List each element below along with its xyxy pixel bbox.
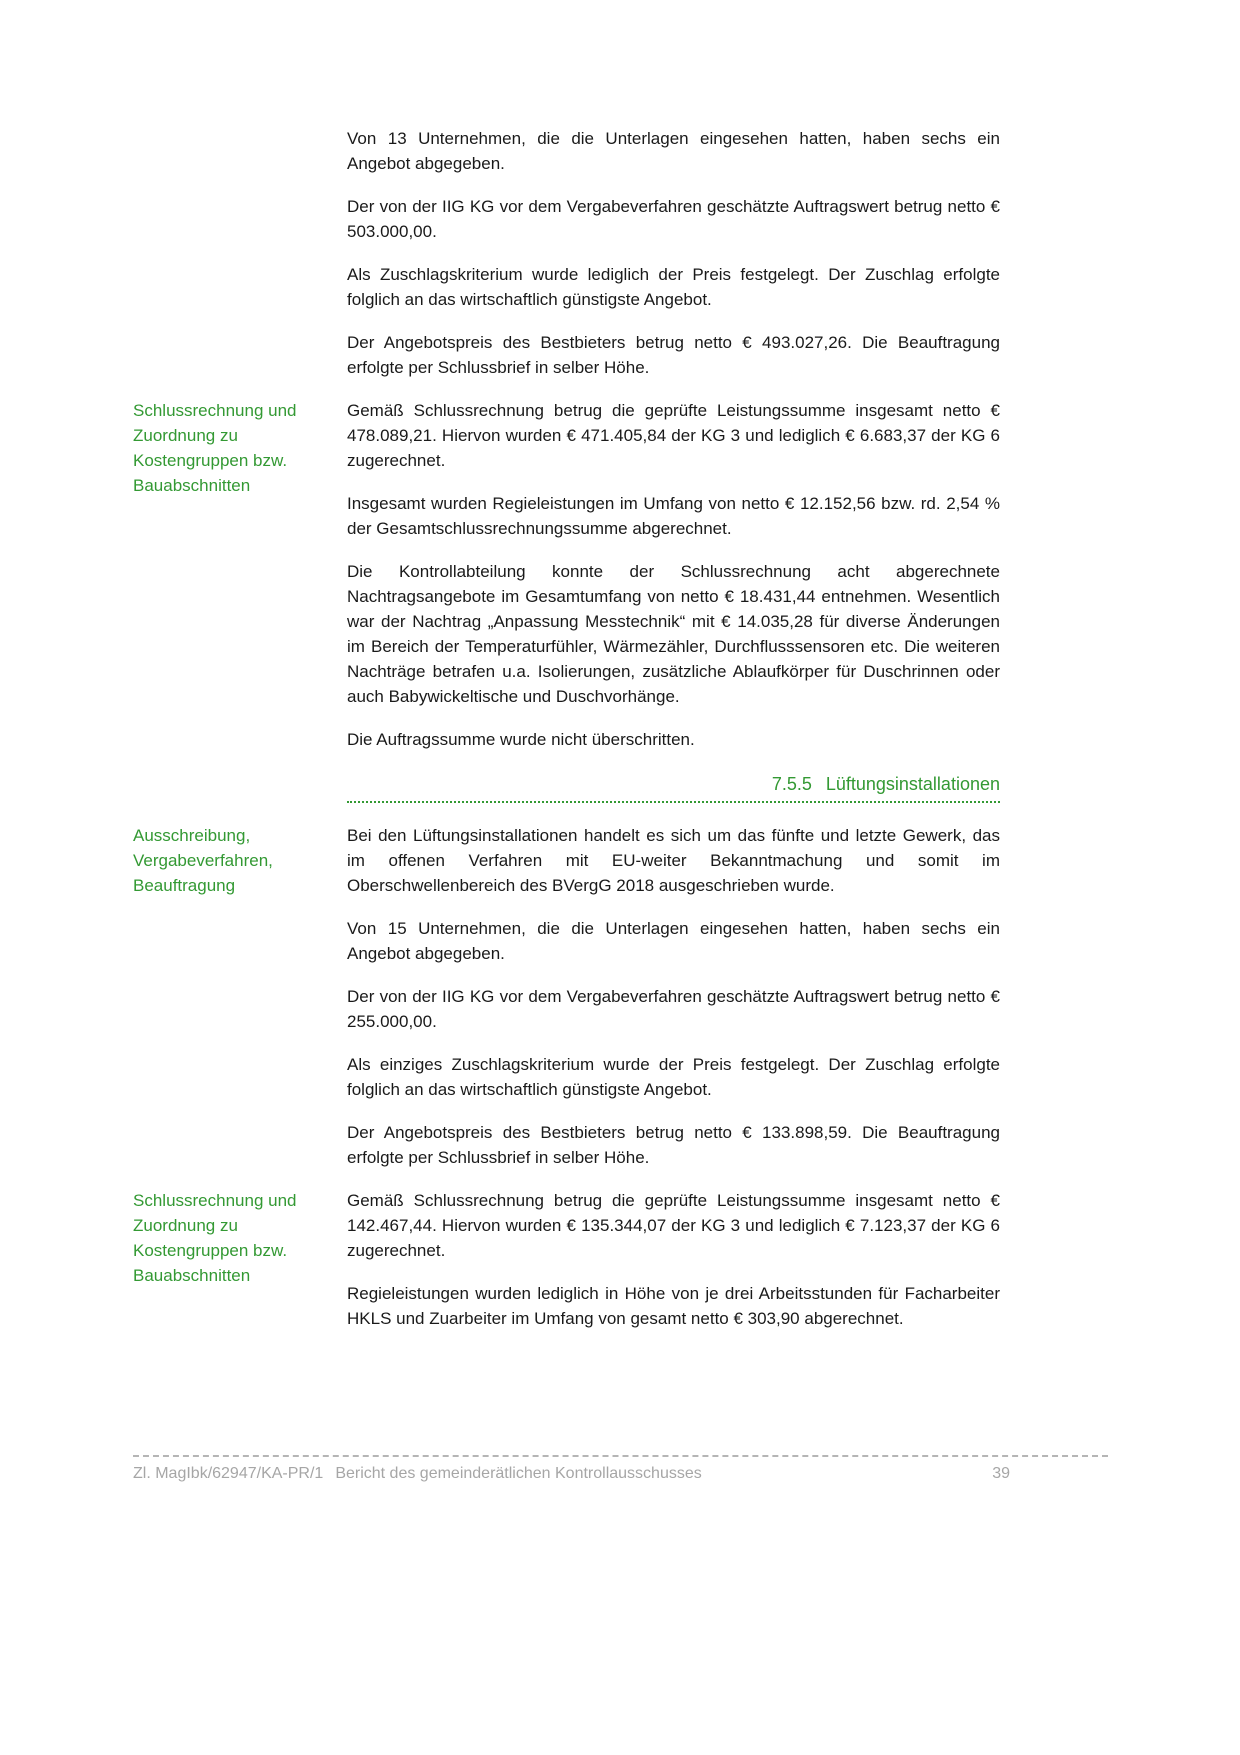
heading-block [133,770,1240,823]
paragraph: Der von der IIG KG vor dem Vergabeverfahren geschätzte Auftragswert betrug netto € 255.000,00. [347,987,1000,1031]
content-block [133,823,1240,1188]
section-number: 7.5.5 [771,774,812,794]
paragraph: Als Zuschlagskriterium wurde lediglich der Preis festgelegt. Der Zuschlag erfolgte folglich an das wirtschaftlich günstigste Angebot. [347,265,1000,309]
text-column [347,770,1000,823]
page-footer [133,1455,1108,1484]
footer-row [133,1464,1010,1484]
section-heading [347,772,1000,803]
section-title: Lüftungsinstallationen [825,774,1000,794]
paragraph: Der von der IIG KG vor dem Vergabeverfahren geschätzte Auftragswert betrug netto € 503.000,00. [347,197,1000,241]
footer-reference: Zl. MagIbk/62947/KA-PR/1 [133,1465,324,1482]
content-block [133,398,1240,770]
content-block [133,1188,1240,1349]
paragraph: Von 13 Unternehmen, die die Unterlagen eingesehen hatten, haben sechs ein Angebot abgegeben. [347,129,1000,173]
content-block [133,126,1240,398]
paragraph: Regieleistungen wurden lediglich in Höhe von je drei Arbeitsstunden für Facharbeiter HKLS und Zuarbeiter im Umfang von gesamt netto € 303,90 abgerechnet. [347,1284,1000,1328]
footer-page-number: 39 [992,1465,1010,1482]
paragraph: Gemäß Schlussrechnung betrug die geprüfte Leistungssumme insgesamt netto € 142.467,44. Hiervon wurden € 135.344,07 der KG 3 und lediglich € 7.123,37 der KG 6 zugerechnet. [347,1191,1000,1260]
margin-label-ausschreibung: Ausschreibung, Vergabeverfahren, Beauftragung [133,826,273,895]
paragraph: Von 15 Unternehmen, die die Unterlagen eingesehen hatten, haben sechs ein Angebot abgegeben. [347,919,1000,963]
paragraph: Die Auftragssumme wurde nicht überschritten. [347,730,695,749]
paragraph: Gemäß Schlussrechnung betrug die geprüfte Leistungssumme insgesamt netto € 478.089,21. Hiervon wurden € 471.405,84 der KG 3 und lediglich € 6.683,37 der KG 6 zugerechnet. [347,401,1000,470]
margin-label-schlussrechnung: Schlussrechnung und Zuordnung zu Kostengruppen bzw. Bauabschnitten [133,401,297,495]
paragraph: Der Angebotspreis des Bestbieters betrug netto € 493.027,26. Die Beauftragung erfolgte per Schlussbrief in selber Höhe. [347,333,1000,377]
paragraph: Insgesamt wurden Regieleistungen im Umfang von netto € 12.152,56 bzw. rd. 2,54 % der Gesamtschlussrechnungssumme abgerechnet. [347,494,1000,538]
paragraph: Die Kontrollabteilung konnte der Schlussrechnung acht abgerechnete Nachtragsangebote im Gesamtumfang von netto € 18.431,44 entnehmen. Wesentlich war der Nachtrag „Anpassung Messtechnik“ mit € 14.035,28 für diverse Änderungen im Bereich der Temperaturfühler, Wärmezähler, Durchflusssensoren etc. Die weiteren Nachträge betrafen u.a. Isolierungen, zusätzliche Ablaufkörper für Duschrinnen oder auch Babywickeltische und Duschvorhänge. [347,562,1000,706]
paragraph: Als einziges Zuschlagskriterium wurde der Preis festgelegt. Der Zuschlag erfolgte folglich an das wirtschaftlich günstigste Angebot. [347,1055,1000,1099]
text-column [347,398,1000,770]
paragraph: Bei den Lüftungsinstallationen handelt es sich um das fünfte und letzte Gewerk, das im offenen Verfahren mit EU-weiter Bekanntmachung und somit im Oberschwellenbereich des BVergG 2018 ausgeschrieben wurde. [347,826,1000,895]
text-column [347,1188,1000,1349]
margin-label-schlussrechnung: Schlussrechnung und Zuordnung zu Kostengruppen bzw. Bauabschnitten [133,1191,297,1285]
paragraph: Der Angebotspreis des Bestbieters betrug netto € 133.898,59. Die Beauftragung erfolgte per Schlussbrief in selber Höhe. [347,1123,1000,1167]
footer-document-title: Bericht des gemeinderätlichen Kontrollausschusses [335,1465,702,1482]
text-column [347,126,1000,398]
text-column [347,823,1000,1188]
